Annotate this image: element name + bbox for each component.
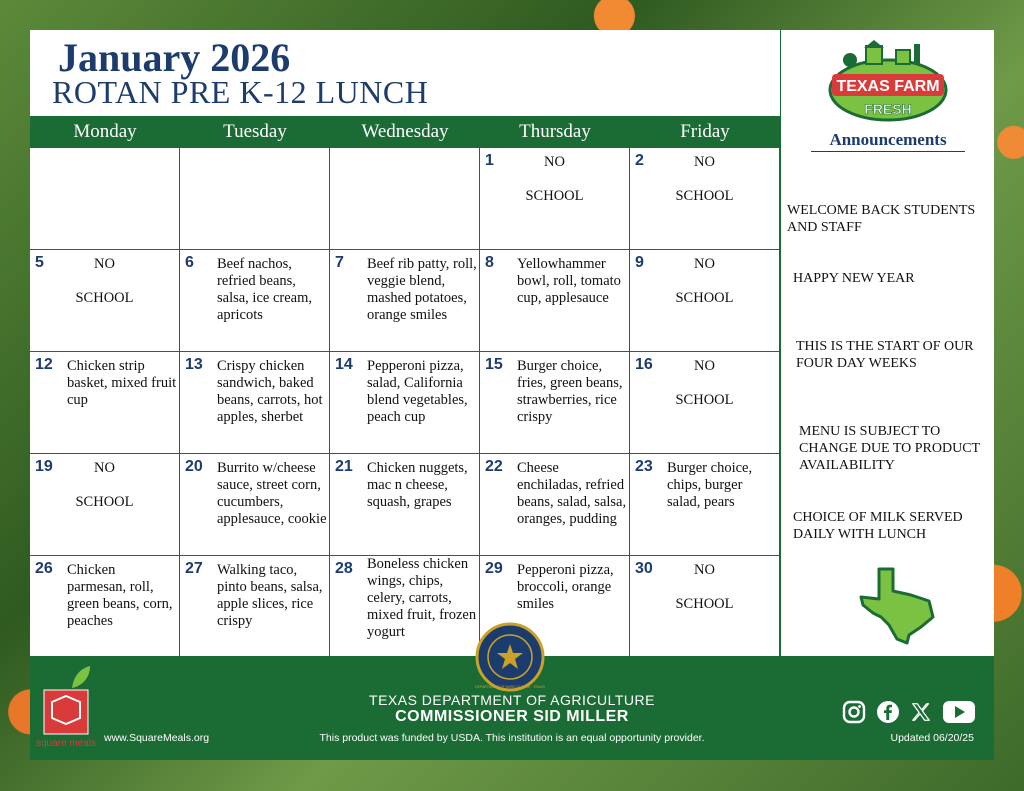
- no-school-label: [500, 154, 609, 205]
- updated-date: Updated 06/20/25: [890, 732, 974, 744]
- day-number: 15: [485, 356, 503, 373]
- calendar-grid: [30, 147, 780, 658]
- day-number: 13: [185, 356, 203, 373]
- day-number: 16: [635, 356, 653, 373]
- day-number: 21: [335, 458, 353, 475]
- no-school-label: [650, 358, 759, 409]
- tda-seal-text: DEPARTMENT OF AGRICULTURE · TEXAS: [475, 685, 545, 689]
- calendar-day-cell: [630, 352, 780, 454]
- commissioner-name: COMMISSIONER SID MILLER: [395, 708, 629, 725]
- calendar-day-cell: [30, 250, 180, 352]
- calendar-day-cell: [630, 556, 780, 658]
- weekday-header: [30, 116, 780, 147]
- logo-text-line1: TEXAS FARM: [836, 78, 940, 95]
- calendar-day-cell: [180, 148, 330, 250]
- menu-text: Crispy chicken sandwich, baked beans, carrots, hot apples, sherbet: [217, 358, 323, 425]
- no-school-line2: SCHOOL: [675, 392, 734, 408]
- no-school-line2: SCHOOL: [675, 290, 734, 306]
- day-label-thursday: Thursday: [519, 121, 591, 142]
- calendar-day-cell: [330, 556, 480, 658]
- no-school-line2: SCHOOL: [75, 290, 134, 306]
- menu-text: Burrito w/cheese sauce, street corn, cucumbers, applesauce, cookie: [217, 460, 327, 527]
- agency-name: TEXAS DEPARTMENT OF AGRICULTURE: [369, 692, 655, 708]
- calendar-day-cell: [480, 454, 630, 556]
- calendar-day-cell: [630, 454, 780, 556]
- day-number: 19: [35, 458, 53, 475]
- funding-disclaimer: This product was funded by USDA. This institution is an equal opportunity provider.: [319, 732, 705, 744]
- logo-text-line2: FRESH: [864, 101, 912, 117]
- calendar-day-cell: [630, 148, 780, 250]
- x-twitter-icon[interactable]: [910, 701, 932, 723]
- calendar-day-cell: [330, 148, 480, 250]
- menu-text: Chicken strip basket, mixed fruit cup: [67, 358, 177, 408]
- menu-text: Yellowhammer bowl, roll, tomato cup, applesauce: [517, 256, 621, 306]
- no-school-line2: SCHOOL: [675, 188, 734, 204]
- day-number: 30: [635, 560, 653, 577]
- menu-sheet: [30, 30, 994, 760]
- day-label-monday: Monday: [73, 121, 137, 142]
- menu-text: Chicken parmesan, roll, green beans, corn, peaches: [67, 562, 173, 629]
- no-school-label: [50, 460, 159, 511]
- day-number: 2: [635, 152, 644, 169]
- no-school-label: [650, 256, 759, 307]
- youtube-icon[interactable]: [942, 700, 976, 724]
- no-school-line2: SCHOOL: [75, 494, 134, 510]
- day-number: 22: [485, 458, 503, 475]
- day-number: 8: [485, 254, 494, 271]
- footer: [30, 656, 994, 760]
- day-number: 9: [635, 254, 644, 271]
- day-number: 12: [35, 356, 53, 373]
- menu-text: Chicken nuggets, mac n cheese, squash, grapes: [367, 460, 468, 510]
- day-number: 23: [635, 458, 653, 475]
- social-links: [842, 700, 976, 724]
- calendar-day-cell: [330, 250, 480, 352]
- announcements-sidebar: [780, 30, 994, 656]
- calendar-day-cell: [180, 352, 330, 454]
- no-school-label: [650, 562, 759, 613]
- menu-text: Beef nachos, refried beans, salsa, ice cream, apricots: [217, 256, 313, 323]
- calendar-day-cell: [30, 556, 180, 658]
- day-number: 27: [185, 560, 203, 577]
- calendar-day-cell: [180, 250, 330, 352]
- page-subtitle: ROTAN PRE K-12 LUNCH: [52, 74, 429, 110]
- texas-map-icon: [859, 565, 939, 645]
- day-label-wednesday: Wednesday: [361, 121, 449, 142]
- calendar-day-cell: [630, 250, 780, 352]
- menu-text: Burger choice, chips, burger salad, pears: [667, 460, 753, 510]
- page-title: January 2026: [58, 35, 291, 80]
- day-number: 26: [35, 560, 53, 577]
- calendar-day-cell: [30, 352, 180, 454]
- announcement-item: HAPPY NEW YEAR: [793, 271, 915, 286]
- announcement-item: MENU IS SUBJECT TO CHANGE DUE TO PRODUCT AVAILABILITY: [799, 424, 980, 473]
- menu-text: Boneless chicken wings, chips, celery, carrots, mixed fruit, frozen yogurt: [367, 556, 477, 640]
- announcement-item: THIS IS THE START OF OUR FOUR DAY WEEKS: [796, 339, 974, 371]
- menu-text: Pepperoni pizza, broccoli, orange smiles: [517, 562, 614, 612]
- no-school-label: [50, 256, 159, 307]
- day-number: 28: [335, 560, 353, 577]
- calendar-day-cell: [330, 454, 480, 556]
- day-number: 7: [335, 254, 344, 271]
- calendar-day-cell: [480, 352, 630, 454]
- announcements-title: Announcements: [829, 130, 947, 149]
- no-school-line1: NO: [94, 256, 115, 272]
- no-school-line1: NO: [94, 460, 115, 476]
- calendar-day-cell: [30, 148, 180, 250]
- no-school-label: [650, 154, 759, 205]
- menu-text: Burger choice, fries, green beans, strawberries, rice crispy: [517, 358, 623, 425]
- day-number: 1: [485, 152, 494, 169]
- instagram-icon[interactable]: [842, 700, 866, 724]
- no-school-line1: NO: [694, 256, 715, 272]
- day-label-friday: Friday: [680, 121, 730, 142]
- calendar: [30, 116, 780, 656]
- day-number: 5: [35, 254, 44, 271]
- menu-text: Walking taco, pinto beans, salsa, apple slices, rice crispy: [217, 562, 323, 629]
- day-number: 6: [185, 254, 194, 271]
- no-school-line2: SCHOOL: [675, 596, 734, 612]
- no-school-line2: SCHOOL: [525, 188, 584, 204]
- menu-text: Beef rib patty, roll, veggie blend, mashed potatoes, orange smiles: [367, 256, 477, 323]
- calendar-day-cell: [30, 454, 180, 556]
- no-school-line1: NO: [694, 358, 715, 374]
- square-meals-logo-text: square meals: [35, 738, 97, 749]
- announcements-underline: [811, 151, 965, 152]
- menu-text: Pepperoni pizza, salad, California blend vegetables, peach cup: [367, 358, 468, 425]
- calendar-day-cell: [330, 352, 480, 454]
- no-school-line1: NO: [694, 562, 715, 578]
- facebook-icon[interactable]: [876, 700, 900, 724]
- menu-text: Cheese enchiladas, refried beans, salad, salsa, oranges, pudding: [517, 460, 627, 527]
- announcement-item: CHOICE OF MILK SERVED DAILY WITH LUNCH: [793, 510, 963, 542]
- day-label-tuesday: Tuesday: [223, 121, 287, 142]
- day-number: 20: [185, 458, 203, 475]
- calendar-day-cell: [480, 250, 630, 352]
- tda-seal: [475, 622, 545, 692]
- no-school-line1: NO: [544, 154, 565, 170]
- texas-farm-fresh-logo: [826, 40, 950, 124]
- announcement-item: WELCOME BACK STUDENTS AND STAFF: [787, 203, 976, 235]
- calendar-day-cell: [180, 556, 330, 658]
- day-number: 29: [485, 560, 503, 577]
- calendar-day-cell: [480, 148, 630, 250]
- calendar-day-cell: [180, 454, 330, 556]
- day-number: 14: [335, 356, 353, 373]
- website-link[interactable]: www.SquareMeals.org: [104, 732, 210, 744]
- no-school-line1: NO: [694, 154, 715, 170]
